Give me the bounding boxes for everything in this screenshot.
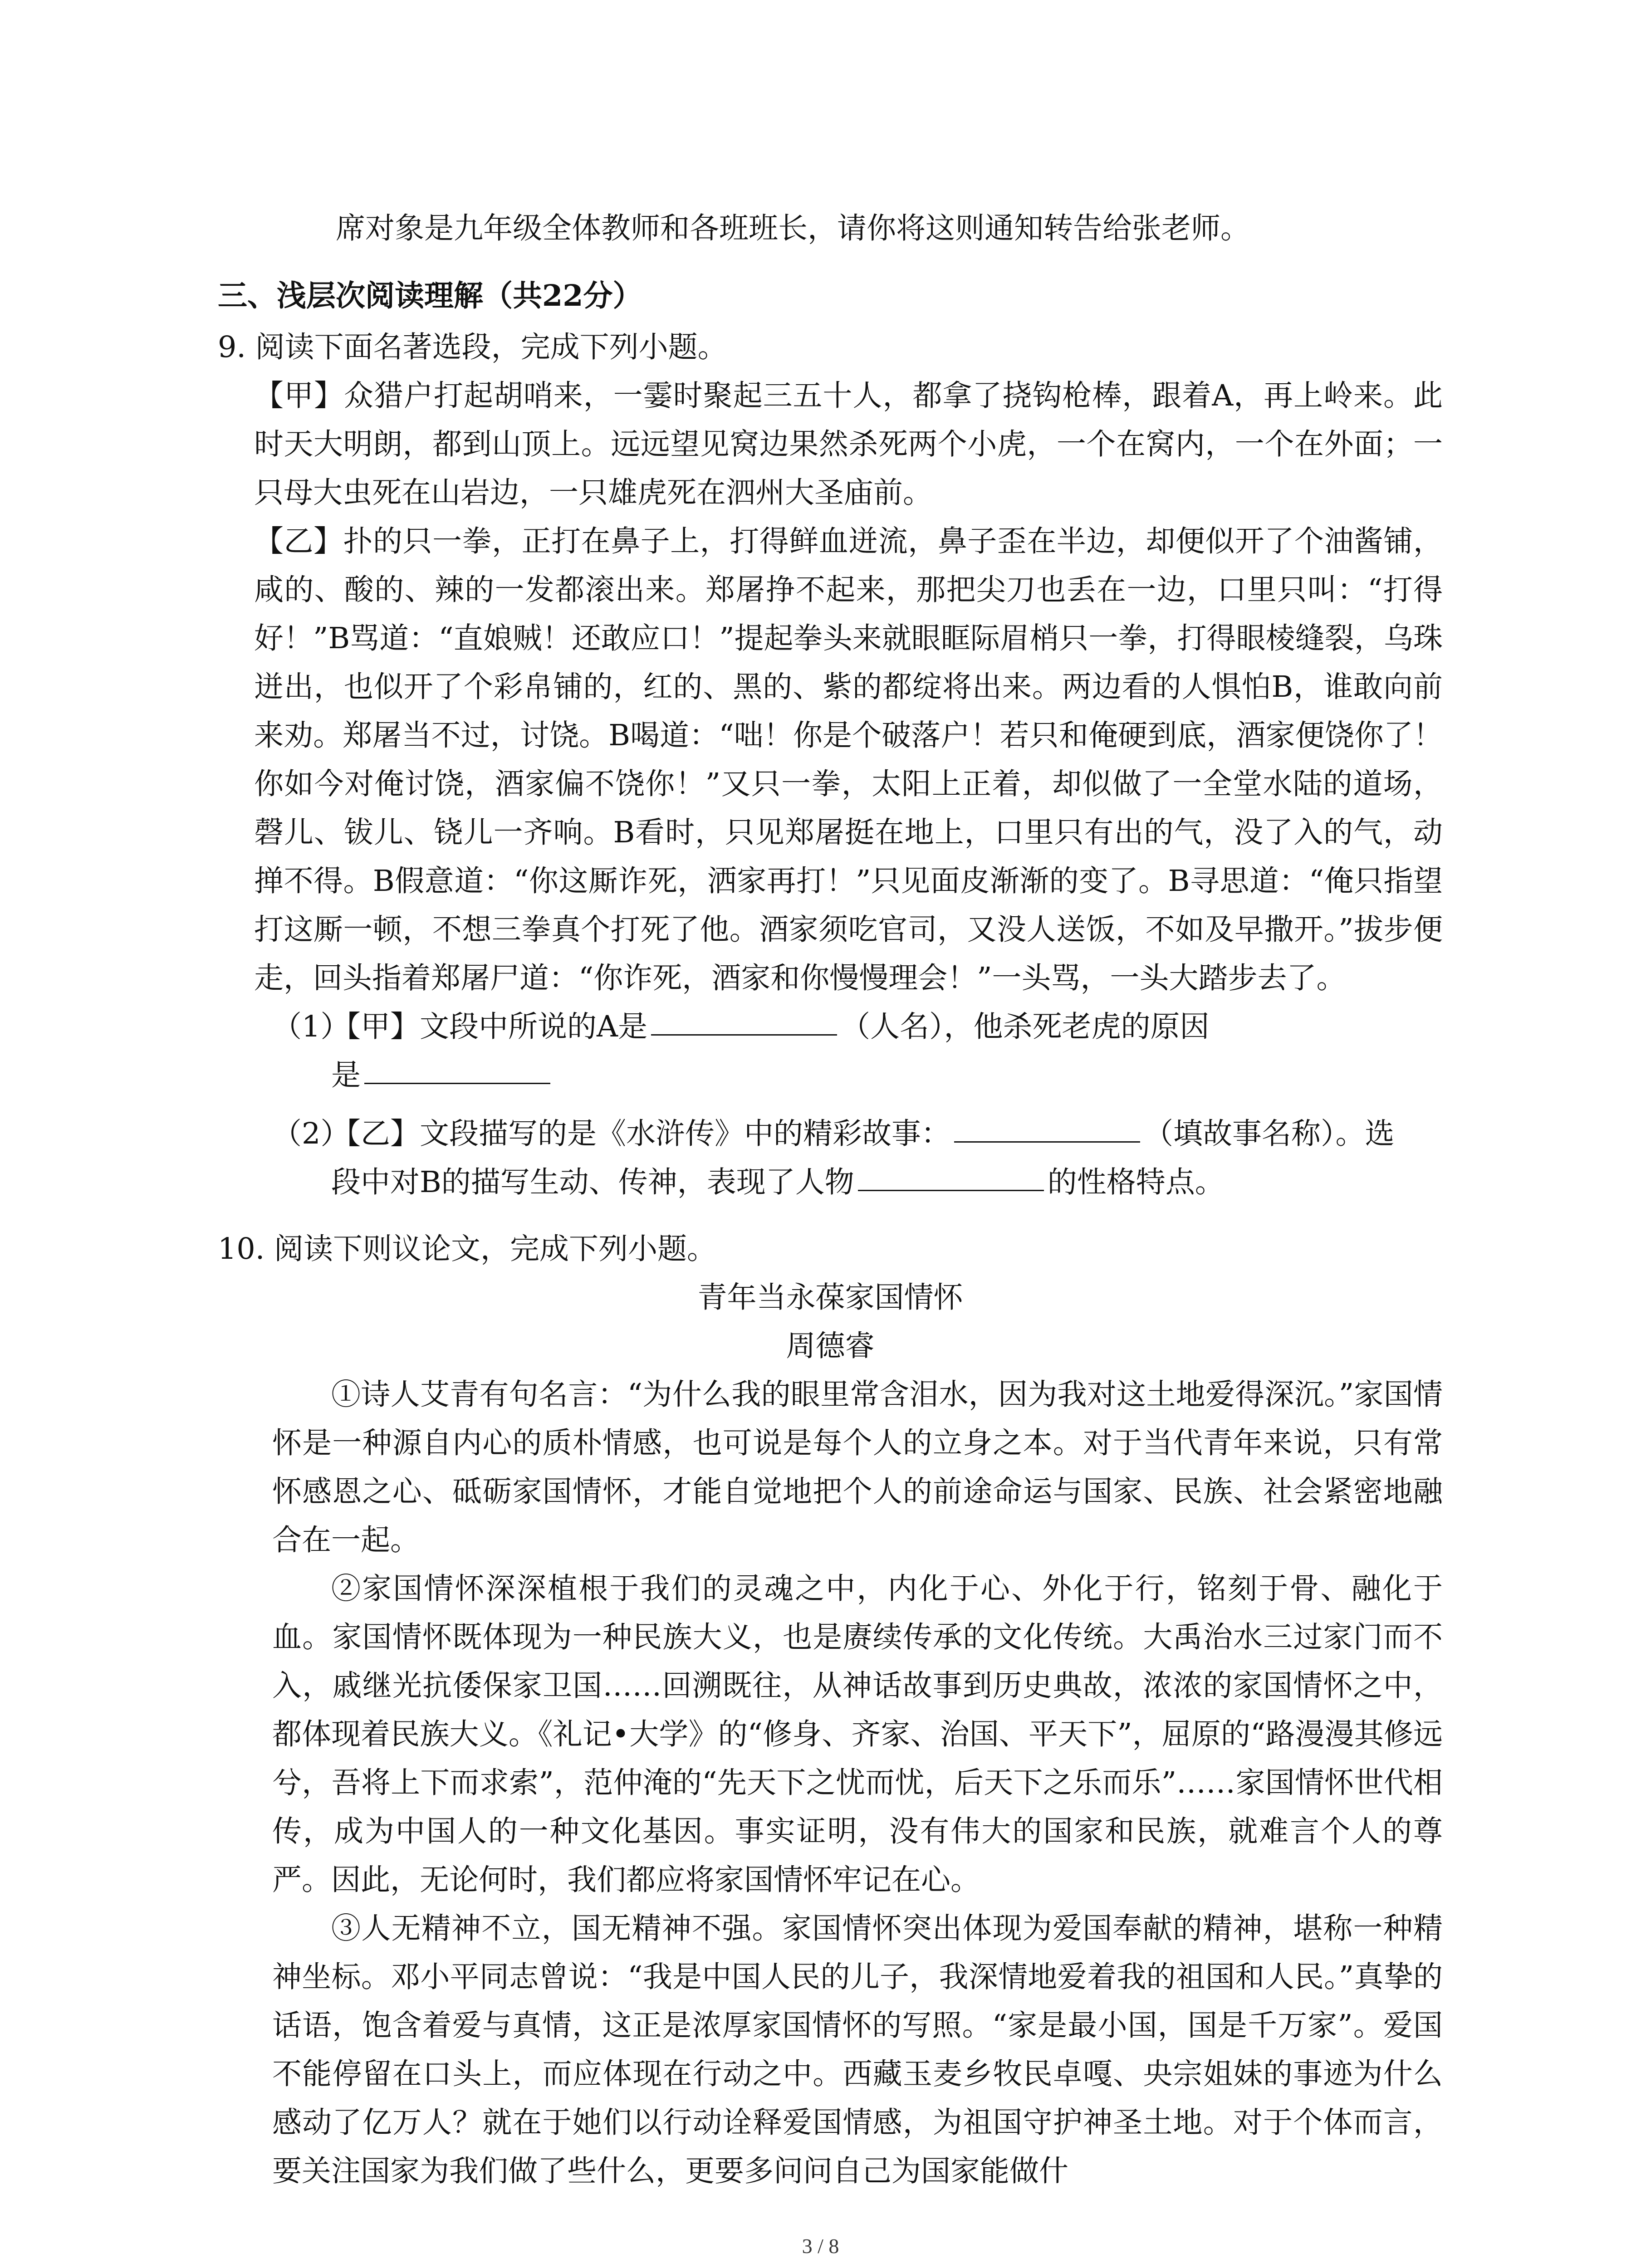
sub-question-text (331, 1002, 1443, 1100)
article-paragraph: ②家国情怀深深植根于我们的灵魂之中，内化于心、外化于行，铭刻于骨、融化于血。家国情怀既体现为一种民族大义，也是赓续传承的文化传统。大禹治水三过家门而不入，戚继光抗倭保家卫国……回溯既往，从神话故事到历史典故，浓浓的家国情怀之中，都体现着民族大义。《礼记•大学》的“修身、齐家、治国、平天下”，屈原的“路漫漫其修远兮，吾将上下而求索”，范仲淹的“先天下之忧而忧，后天下之乐而乐”……家国情怀世代相传，成为中国人的一种文化基因。事实证明，没有伟大的国家和民族，就难言个人的尊严。因此，无论何时，我们都应将家国情怀牢记在心。 (272, 1572, 1443, 1897)
sub-question-part: 段中对B的描写生动、传神，表现了人物 (331, 1165, 854, 1199)
article-author: 周德睿 (786, 1329, 875, 1363)
sub-question-part: 【甲】文段中所说的A是 (331, 1010, 647, 1044)
continuation-line: 席对象是九年级全体教师和各班班长，请你将这则通知转告给张老师。 (336, 211, 1250, 245)
page-number: 3 / 8 (802, 2234, 839, 2258)
question-9-stem: 9. 阅读下面名著选段，完成下列小题。 (218, 330, 727, 364)
sub-question-part: 【乙】文段描写的是《水浒传》中的精彩故事： (331, 1117, 951, 1151)
sub-question-part: 是 (331, 1058, 361, 1092)
article-body (272, 1370, 1443, 2195)
sub-question-1 (272, 1002, 1443, 1100)
answer-blank[interactable] (364, 1083, 550, 1084)
answer-blank[interactable] (651, 1034, 837, 1036)
sub-question-2 (272, 1110, 1443, 1207)
sub-question-text (331, 1110, 1443, 1207)
article-title: 青年当永葆家国情怀 (697, 1281, 963, 1315)
section-title: 三、浅层次阅读理解（共22分） (218, 279, 642, 313)
passage-yi: 【乙】扑的只一拳，正打在鼻子上，打得鲜血迸流，鼻子歪在半边，却便似开了个油酱铺，咸的、酸的、辣的一发都滚出来。郑屠挣不起来，那把尖刀也丢在一边，口里只叫：“打得好！”B骂道：“直娘贼！还敢应口！”提起拳头来就眼眶际眉梢只一拳，打得眼棱缝裂，乌珠迸出，也似开了个彩帛铺的，红的、黑的、紫的都绽将出来。两边看的人惧怕B，谁敢向前来劝。郑屠当不过，讨饶。B喝道：“咄！你是个破落户！若只和俺硬到底，酒家便饶你了！你如今对俺讨饶，酒家偏不饶你！”又只一拳，太阳上正着，却似做了一全堂水陆的道场，磬儿、钹儿、铙儿一齐响。B看时，只见郑屠挺在地上，口里只有出的气，没了入的气，动掸不得。B假意道：“你这厮诈死，洒家再打！”只见面皮渐渐的变了。B寻思道：“俺只指望打这厮一顿，不想三拳真个打死了他。酒家须吃官司，又没人送饭，不如及早撒开。”拔步便走，回头指着郑屠尸道：“你诈死，酒家和你慢慢理会！”一头骂，一头大踏步去了。 (254, 524, 1443, 995)
passage-jia: 【甲】众猎户打起胡哨来，一霎时聚起三五十人，都拿了挠钩枪棒，跟着A，再上岭来。此时天大明朗，都到山顶上。远远望见窝边果然杀死两个小虎，一个在窝内，一个在外面；一只母大虫死在山岩边，一只雄虎死在泗州大圣庙前。 (254, 379, 1443, 510)
sub-question-number: （2） (272, 1117, 350, 1151)
document-body (218, 204, 1443, 2195)
question-10-stem: 10. 阅读下则议论文，完成下列小题。 (218, 1232, 717, 1266)
question-9 (218, 323, 1443, 1207)
article-paragraph: ③人无精神不立，国无精神不强。家国情怀突出体现为爱国奉献的精神，堪称一种精神坐标。邓小平同志曾说：“我是中国人民的儿子，我深情地爱着我的祖国和人民。”真挚的话语，饱含着爱与真情，这正是浓厚家国情怀的写照。“家是最小国，国是千万家”。爱国不能停留在口头上，而应体现在行动之中。西藏玉麦乡牧民卓嘎、央宗姐妹的事迹为什么感动了亿万人？就在于她们以行动诠释爱国情感，为祖国守护神圣土地。对于个体而言，要关注国家为我们做了些什么，更要多问问自己为国家能做什 (272, 1911, 1443, 2188)
sub-question-number: （1） (272, 1010, 350, 1044)
answer-blank[interactable] (954, 1141, 1140, 1143)
sub-question-part: 的性格特点。 (1047, 1165, 1225, 1199)
sub-question-part: （填故事名称）。选 (1144, 1117, 1395, 1151)
article-paragraph: ①诗人艾青有句名言：“为什么我的眼里常含泪水，因为我对这土地爱得深沉。”家国情怀是一种源自内心的质朴情感，也可说是每个人的立身之本。对于当代青年来说，只有常怀感恩之心、砥砺家国情怀，才能自觉地把个人的前途命运与国家、民族、社会紧密地融合在一起。 (272, 1378, 1443, 1557)
question-10 (218, 1225, 1443, 2195)
sub-question-part: （人名），他杀死老虎的原因 (840, 1010, 1210, 1044)
answer-blank[interactable] (858, 1190, 1044, 1191)
